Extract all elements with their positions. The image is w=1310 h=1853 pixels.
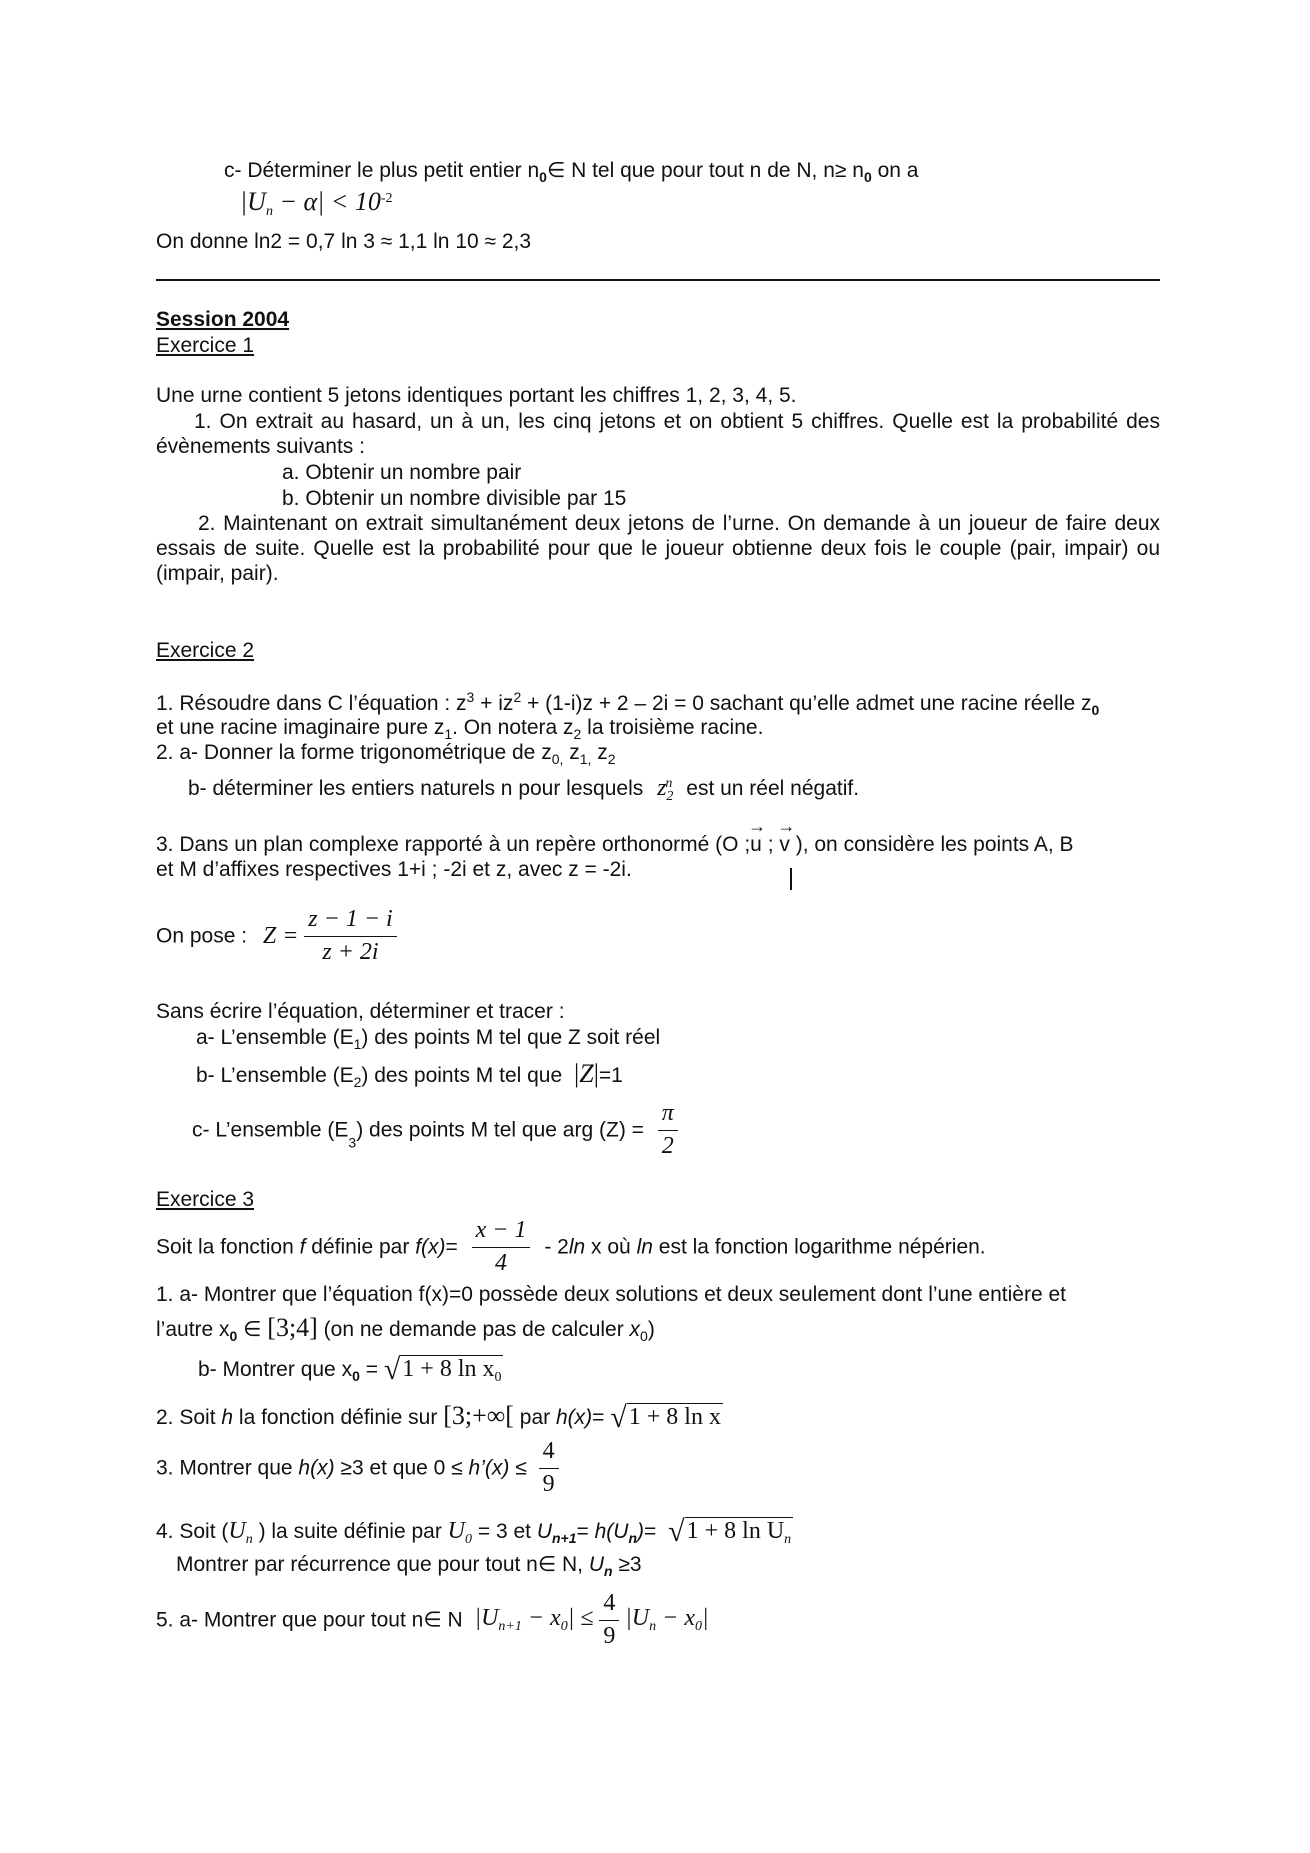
ex3-question-1b: b- Montrer que $x_0 = √1 + 8$ $\ln x_0$ [198,1353,502,1386]
ex3-question-3: 3. Montrer que h(x) ≥3 et que 0 ≤ h’(x) ≤ $\frac{4}{9}$ [156,1438,559,1498]
separator-line [156,279,1160,281]
inequality: $|U_n - \alpha| < 10^{-2}$ [240,187,393,219]
ex2-question-1: 1. Résoudre dans C l’équation : $z^3 + iz^2 + (1-i)z + 2 - 2i = 0$ sachant qu’elle admet une racine réelle $z_0$ [156,689,1100,718]
ex2-question-2b: b- déterminer les entiers naturels n pour lesquels $z_2^n$ est un réel négatif. [188,775,860,804]
ex2-question-3-cont: et M d’affixes respectives 1+i ; -2i et z, avec z = -2i. [156,858,632,881]
ex2-question-1-cont: et une racine imaginaire pure $z_1$. On notera $z_2$ la troisième racine. [156,716,764,742]
ex1-question-2: 2. Maintenant on extrait simultanément deux jetons de l’urne. On demande à un joueur de faire deux essais de suite. Quelle est la probabilité pour que le joueur obtienne deux fois le couple (pair, impair) ou (impair, pair). [156,512,1160,586]
ex3-question-2: 2. Soit h la fonction définie sur [3;+∞[ par h(x)= √1 + 8 ln x [156,1401,721,1434]
ex1-question-1: 1. On extrait au hasard, un à un, les cinq jetons et on obtient 5 chiffres. Quelle est la probabilité des évènements suivants : [156,410,1160,459]
given-values: On donne ln2 = 0,7 ln 3 ≈ 1,1 ln 10 ≈ 2,3 [156,230,532,253]
exercise-2-title: Exercice 2 [156,639,255,662]
ex2-definition-Z: On pose : Z = $\frac{z - 1 - i}{z + 2i}$ [156,906,397,966]
ex3-intro: Soit la fonction f définie par f(x)= $\frac{x - 1}{4}$ - 2ln x où ln est la fonction logarithme népérien. [156,1217,986,1276]
stray-mark [790,868,792,890]
vector-u-icon: → u [750,832,762,857]
ex1-intro: Une urne contient 5 jetons identiques portant les chiffres 1, 2, 3, 4, 5. [156,384,797,407]
vector-v-icon: → v [779,832,790,857]
ex2-question-3: 3. Dans un plan complexe rapporté à un repère orthonormé (O ;→ u ; → v ), on considère les points A, B [156,832,1074,857]
ex3-question-5a: 5. a- Montrer que pour tout n∈ N $|U_{n+1} - x_0|$ ≤ $\frac{4}{9}$ $|U_n - x_0|$ [156,1590,709,1649]
ex3-question-4: 4. Soit ($U_n$ ) la suite définie par $U_0 = 3$ et $U_{n+1}= h(U_n)= √1 + 8$ $\ln U_n$ [156,1515,792,1548]
ex2-set-E3: c- L’ensemble $(E_3)$ des points M tel que arg (Z) = $\frac{\pi}{2}$ [192,1100,678,1160]
ex2-set-E1: a- L’ensemble $(E_1)$ des points M tel que Z soit réel [196,1026,661,1052]
ex3-question-1a-cont: l’autre $x_0$ ∈ [3;4] (on ne demande pas de calculer $x_0$) [156,1313,655,1344]
ex2-set-E2: b- L’ensemble $(E_2)$ des points M tel que |Z|=1 [196,1059,623,1090]
ex1-question-1a: a. Obtenir un nombre pair [282,461,522,484]
session-title: Session 2004 [156,308,290,331]
ex3-question-4-cont: Montrer par récurrence que pour tout n∈ N, $U_n \ge 3$ [176,1553,642,1579]
ex2-question-2a: 2. a- Donner la forme trigonométrique de $z_{0,}$ $z_{1,}$ $z_2$ [156,741,616,767]
ex1-question-1b: b. Obtenir un nombre divisible par 15 [282,487,627,510]
ex3-question-1a: 1. a- Montrer que l’équation f(x)=0 possède deux solutions et deux seulement dont l’une entière et [156,1283,1066,1306]
exercise-3-title: Exercice 3 [156,1188,255,1211]
exercise-1-title: Exercice 1 [156,334,255,357]
ex2-instruction: Sans écrire l’équation, déterminer et tracer : [156,1000,565,1023]
question-c-line: c- Déterminer le plus petit entier $n_0\in$ N tel que pour tout n de N, $n\ge n_0$ on a [224,159,919,185]
